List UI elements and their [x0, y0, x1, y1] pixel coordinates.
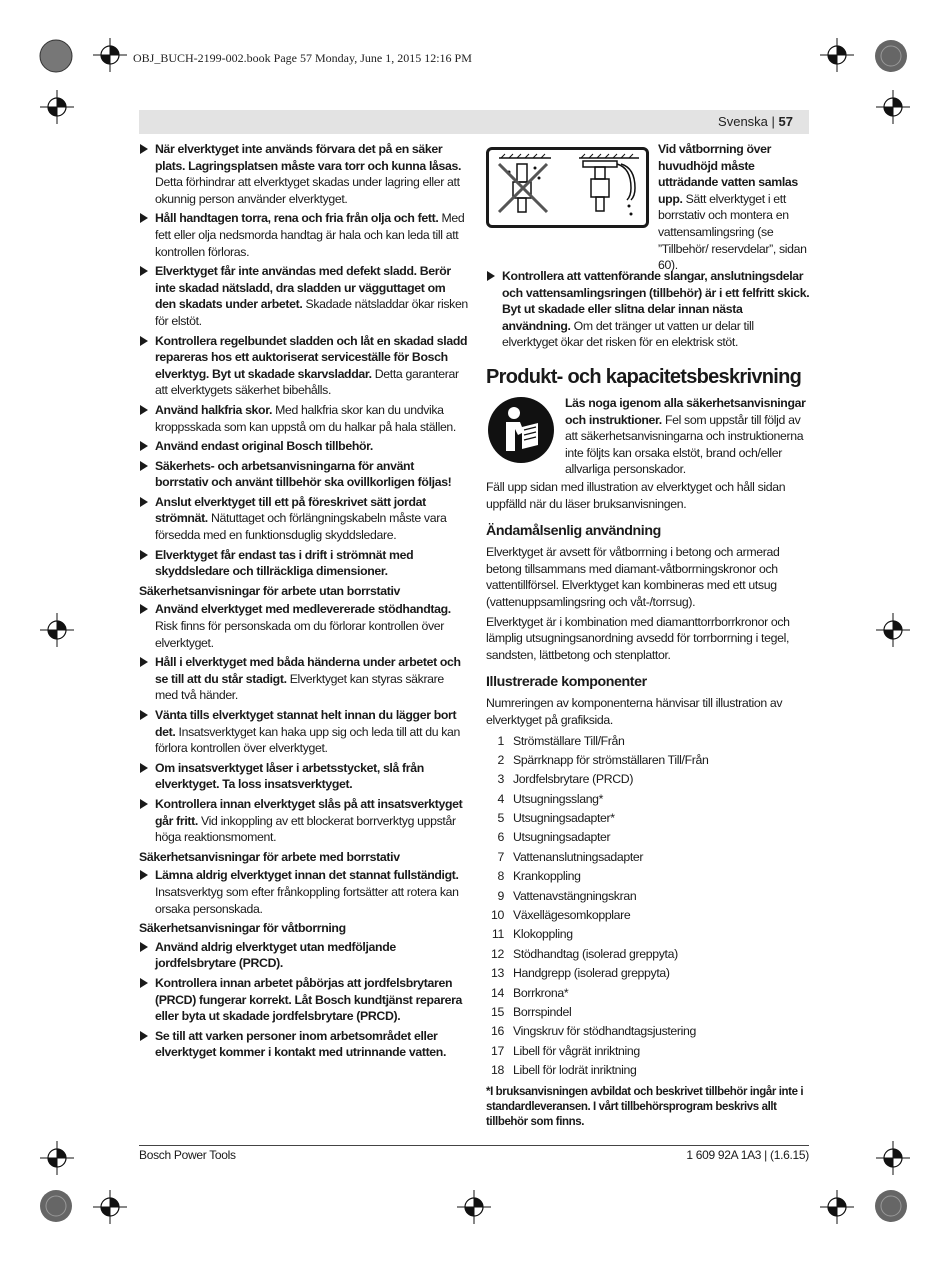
safety-bullet: Om insatsverktyget låser i arbetsstycket, slå från elverktyget. Ta loss insatsverktyget.: [139, 760, 469, 793]
list-item: 18 Libell för lodrät inriktning: [491, 1063, 637, 1078]
page-header-label: Svenska | 57: [718, 114, 793, 129]
heading-components: Illustrerade komponenter: [486, 674, 647, 691]
read-instructions-block: [486, 395, 810, 479]
registration-mark-icon: [38, 1188, 74, 1224]
list-item: 4 Utsugningsslang*: [497, 791, 604, 806]
list-item: 12 Stödhandtag (isolerad greppyta): [491, 946, 678, 961]
crosshair-mark-icon: [820, 38, 854, 72]
list-item: 2 Spärrknapp för strömställaren Till/Från: [497, 752, 709, 767]
crosshair-mark-icon: [876, 90, 910, 124]
safety-bullet: När elverktyget inte används förvara det på en säker plats. Lagringsplatsen måste vara torr och kunna låsas. Detta förhindrar att elverktyget skadas under lagring eller att okunnig person använder elverktyget.: [139, 141, 469, 207]
section-title: Produkt- och kapacitetsbeskrivning: [486, 365, 802, 388]
safety-bullet: Kontrollera innan arbetet påbörjas att jordfelsbrytaren (PRCD) fungerar korrekt. Låt Bosch kundtjänst reparera eller byta ut skadade jordfelsbrytare (PRCD).: [139, 975, 469, 1025]
safety-bullet: Se till att varken personer inom arbetsområdet eller elverktyget kommer i kontakt med utrinnande vatten.: [139, 1028, 469, 1061]
accessory-footnote: *I bruksanvisningen avbildat och beskrivet tillbehör ingår inte i standardleveransen. I vårt tillbehörsprogram beskrivs allt tillbehör som finns.: [486, 1085, 804, 1128]
safety-bullet: Använd aldrig elverktyget utan medföljande jordfelsbrytare (PRCD).: [139, 939, 469, 972]
page-number: 57: [778, 114, 793, 129]
intended-use-paragraph: Elverktyget är avsett för våtborrning i betong och armerad betong tillsammans med diamant-våtborrningskronor och vattentillförsel. Elverktyget kan kombineras med ett utsug (vattenuppsamlingsring och våt-/torrsug).: [486, 545, 780, 609]
list-item: 8 Krankoppling: [497, 869, 581, 884]
list-item: 1 Strömställare Till/Från: [497, 733, 625, 748]
subheading-with-stand: Säkerhetsanvisningar för arbete med borrstativ: [139, 849, 400, 864]
subheading-without-stand: Säkerhetsanvisningar för arbete utan borrstativ: [139, 583, 400, 598]
heading-intended-use: Ändamålsenlig användning: [486, 523, 661, 540]
overhead-drilling-illustration: [486, 147, 649, 228]
crosshair-mark-icon: [40, 1141, 74, 1175]
list-item: 6 Utsugningsadapter: [497, 830, 611, 845]
safety-bullet: Använd halkfria skor. Med halkfria skor kan du undvika kroppsskada som kan uppstå om du halkar på hala ställen.: [139, 402, 469, 435]
safety-bullet: Kontrollera att vattenförande slangar, anslutningsdelar och vattensamlingsringen (tillbehör) är i ett felfritt skick. Byt ut skadade eller slitna delar innan nästa användning. Om det tränger ut vatten ur delar till elverktyget ökar det risken för en elektrisk stöt.: [486, 268, 810, 351]
list-item: 16 Vingskruv för stödhandtagsjustering: [491, 1024, 697, 1039]
footer-doc-number: 1 609 92A 1A3 | (1.6.15): [686, 1148, 809, 1162]
subheading-wet-drilling: Säkerhetsanvisningar för våtborrning: [139, 921, 346, 936]
crosshair-mark-icon: [93, 1190, 127, 1224]
registration-mark-icon: [873, 38, 909, 74]
list-item: 3 Jordfelsbrytare (PRCD): [497, 772, 634, 787]
intended-use-paragraph: Elverktyget är i kombination med diamanttorrborrkronor och lämplig utsugningsanordning avsedd för torrborrning i tegel, sandsten, lättbetong och stenplattor.: [486, 614, 790, 662]
list-item: 15 Borrspindel: [491, 1004, 572, 1019]
safety-bullet: Anslut elverktyget till ett på föreskrivet sätt jordat strömnät. Nätuttaget och förlängningskabeln måste vara försedda med en funktionsduglig skyddsledare.: [139, 494, 469, 544]
crosshair-mark-icon: [40, 613, 74, 647]
safety-bullet: Håll i elverktyget med båda händerna under arbetet och se till att du står stadigt. Elverktyget kan styras säkrare med två händer.: [139, 654, 469, 704]
safety-bullet: Använd endast original Bosch tillbehör.: [139, 438, 469, 455]
list-item: 11 Klokoppling: [491, 927, 573, 942]
safety-bullet: Håll handtagen torra, rena och fria från olja och fett. Med fett eller olja nedsmorda handtag är hala och kan leda till att kontrollen förloras.: [139, 210, 469, 260]
crosshair-mark-icon: [40, 90, 74, 124]
safety-bullet: Kontrollera innan elverktyget slås på att insatsverktyget går fritt. Vid inkoppling av ett blockerat borrverktyg uppstår höga reaktionsmoment.: [139, 796, 469, 846]
list-item: 9 Vattenavstängningskran: [497, 888, 637, 903]
safety-bullet: Elverktyget får inte användas med defekt sladd. Berör inte skadad nätsladd, dra sladden ur vägguttaget om den skadats under arbetet. Skadade nätsladdar ökar risken för elstöt.: [139, 263, 469, 329]
list-item: 14 Borrkrona*: [491, 985, 569, 1000]
print-crop-header: OBJ_BUCH-2199-002.book Page 57 Monday, June 1, 2015 12:16 PM: [133, 51, 472, 65]
language-label: Svenska: [718, 114, 768, 129]
overhead-drilling-block: [486, 141, 810, 273]
fold-out-text: Fäll upp sidan med illustration av elverktyget och håll sidan uppfälld när du läser bruksanvisningen.: [486, 479, 786, 511]
list-item: 13 Handgrepp (isolerad greppyta): [491, 966, 670, 981]
components-list: [486, 732, 810, 1081]
components-intro: Numreringen av komponenterna hänvisar till illustration av elverktyget på grafiksida.: [486, 696, 783, 727]
read-manual-icon: [488, 397, 554, 468]
safety-bullet: Kontrollera regelbundet sladden och låt en skadad sladd repareras hos ett auktoriserat serviceställe för Bosch elverktyg. Byt ut skadade skarvsladdar. Detta garanterar att elverktygets säkerhet bibehålls.: [139, 333, 469, 399]
crosshair-mark-icon: [457, 1190, 491, 1224]
right-column: [486, 141, 810, 1130]
safety-bullet: Säkerhets- och arbetsanvisningarna för använt borrstativ och använt tillbehör ska ovillkorligen följas!: [139, 458, 469, 491]
page-header-bar: [139, 110, 809, 134]
crosshair-mark-icon: [876, 1141, 910, 1175]
crosshair-mark-icon: [820, 1190, 854, 1224]
safety-bullet: Elverktyget får endast tas i drift i strömnät med skyddsledare och tillräckliga dimensioner.: [139, 547, 469, 580]
footer-brand: Bosch Power Tools: [139, 1148, 236, 1162]
crosshair-mark-icon: [876, 613, 910, 647]
registration-mark-icon: [38, 38, 74, 74]
read-instructions-text: Läs noga igenom alla säkerhetsanvisningar och instruktioner. Fel som uppstår till följd av att säkerhetsanvisningarna och instruktionerna inte följts kan orsaka elstöt, brand och/eller allvarliga personskador.: [565, 395, 806, 477]
list-item: 5 Utsugningsadapter*: [497, 811, 615, 826]
safety-bullet: Lämna aldrig elverktyget innan det stannat fullständigt. Insatsverktyg som efter frånkoppling fortsätter att rotera kan orsaka personskada.: [139, 867, 469, 917]
registration-mark-icon: [873, 1188, 909, 1224]
safety-bullet: Använd elverktyget med medlevererade stödhandtag. Risk finns för personskada om du förlorar kontrollen över elverktyget.: [139, 601, 469, 651]
footer-divider: [139, 1145, 809, 1146]
list-item: 10 Växellägesomkopplare: [491, 908, 631, 923]
list-item: 7 Vattenanslutningsadapter: [497, 849, 644, 864]
overhead-drilling-text: Vid våtborrning över huvudhöjd måste utträdande vatten samlas upp. Sätt elverktyget i ett borrstativ och montera en vattensamlingsring (se ”Tillbehör/ reservdelar”, sidan 60).: [658, 142, 807, 273]
crosshair-mark-icon: [93, 38, 127, 72]
left-column: [139, 141, 469, 1064]
list-item: 17 Libell för vågrät inriktning: [491, 1043, 640, 1058]
safety-bullet: Vänta tills elverktyget stannat helt innan du lägger bort det. Insatsverktyget kan haka upp sig och leda till att du kan förlora kontrollen över elverktyget.: [139, 707, 469, 757]
